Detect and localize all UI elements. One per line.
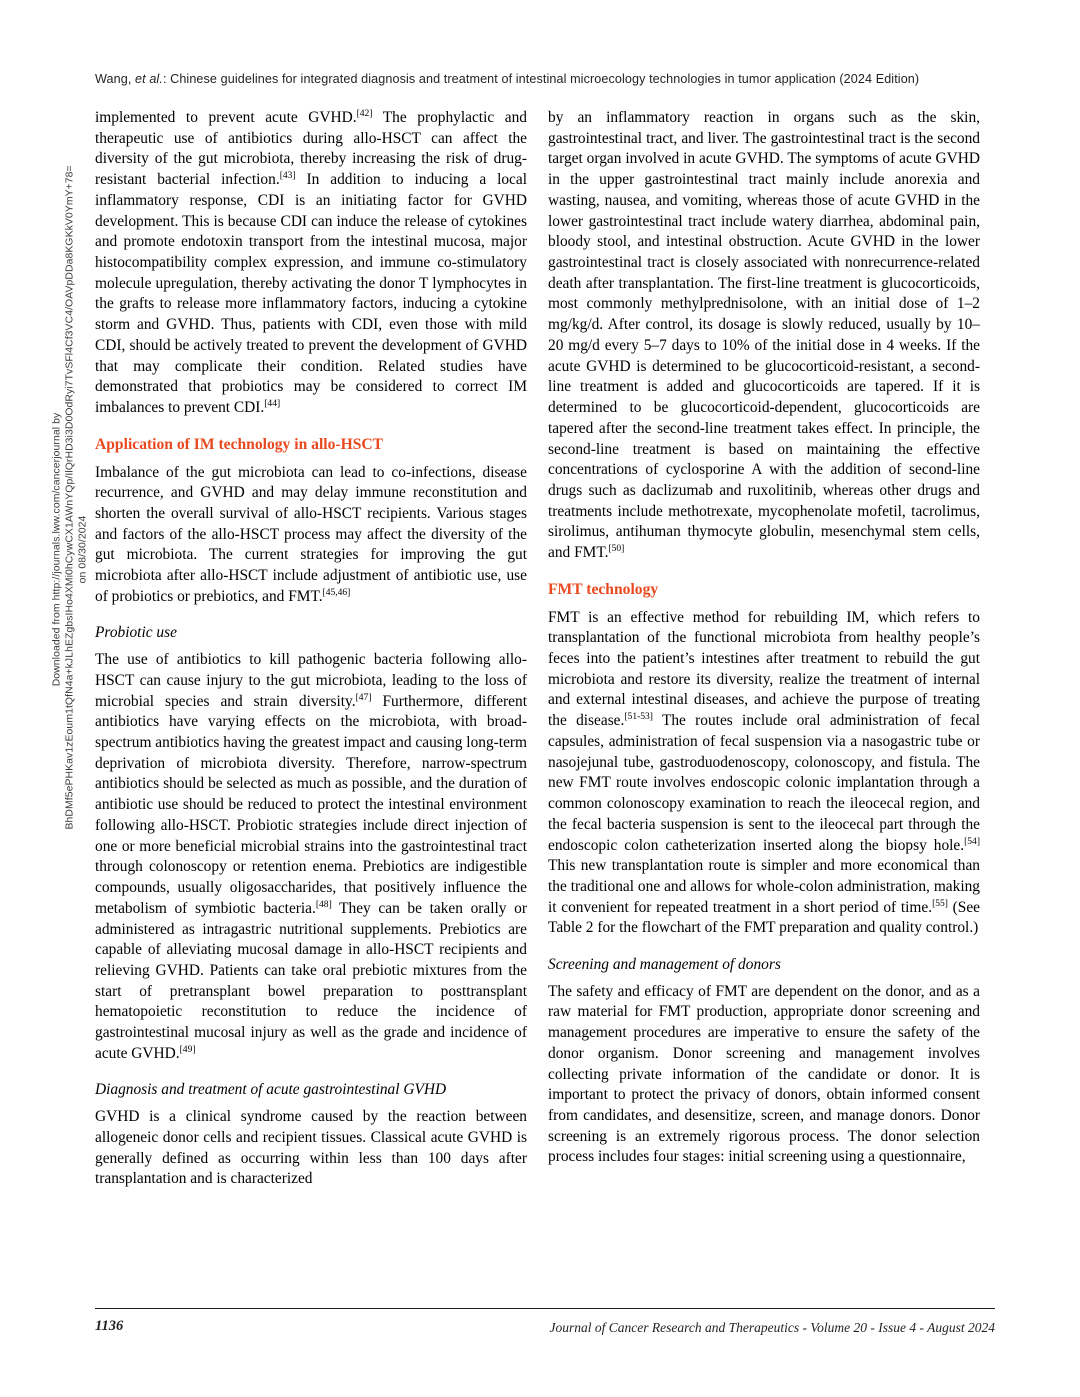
paragraph-continuation: implemented to prevent acute GVHD.[42] The prophylactic and therapeutic use of antibiotics during allo-HSCT can affect the diversity of the gut microbiota, thereby increasing the risk of drug-resistant bacterial infection.[43] In addition to inducing a local inflammatory response, CDI is an initiating factor for GVHD development. This is because CDI can induce the release of cytokines and promote endotoxin transport from the intestinal mucosa, major histocompatibility complex expression, and immune co-stimulatory molecule upregulation, thereby activating the donor T lymphocytes in the grafts to release more inflammatory factors, inducing a cytokine storm and GVHD. Thus, patients with CDI, even those with mild CDI, should be actively treated to prevent the development of GVHD that may complicate their condition. Related studies have demonstrated that probiotics may be considered to correct IM imbalances to prevent CDI.[44] [95,107,528,417]
section-heading-im-allohsct: Application of IM technology in allo-HSCT [95,436,384,454]
paragraph-gvhd-diagnosis: GVHD is a clinical syndrome caused by the reaction between allogeneic donor cells and recipient tissues. Classical acute GVHD is generally defined as occurring within less than 100 days after transplantation and is characterized [95,1108,527,1188]
download-watermark: Downloaded from http://journals.lww.com/cancerjournal by BhDMf5ePHKav1zEoum1tQfN4a+kJLhEZgbsIHo4XMi0hCywCX1AWnYQp/IlQrHD3i3D0OdRyi7TvSFl4Cf3VC4/OAVpDDa8KGKkV0YmY+78= on 08/30/2024 [51,165,89,830]
paragraph-gvhd-continuation: by an inflammatory reaction in organs such as the skin, gastrointestinal tract, and liver. The gastrointestinal tract is the second target organ involved in acute GVHD. The symptoms of acute GVHD in the upper gastrointestinal tract mainly include anorexia and wasting, nausea, and vomiting, whereas those of acute GVHD in the lower gastrointestinal tract include watery diarrhea, abdominal pain, bloody stool, and intestinal obstruction. Acute GVHD in the lower gastrointestinal tract is closely associated with nonrecurrence-related death after transplantation. The first-line treatment is glucocorticoids, most commonly methylprednisolone, with an initial dose of 1–2 mg/kg/d. After control, its dosage is slowly reduced, usually by 10–20 mg/d every 5–7 days to 10% of the initial dose in 4 weeks. If the acute GVHD is determined to be glucocorticoid-resistant, a second-line treatment is added and glucocorticoids are tapered. If it is determined to be glucocorticoid-dependent, glucocorticoids are tapered after the second-line treatment takes effect. In principle, the second-line treatment is based on maintaining the effective concentrations of cyclosporine A with the addition of second-line drugs such as daclizumab and ruxolitinib, whereas other drugs and treatments include methotrexate, mycophenolate mofetil, tacrolimus, sirolimus, antihuman thymocyte globulin, mesenchymal stem cells, and FMT.[50] [548,109,980,562]
journal-citation: Journal of Cancer Research and Therapeutics - Volume 20 - Issue 4 - August 2024 [549,1320,995,1335]
footer-divider [95,1308,995,1309]
subheading-donor-screening: Screening and management of donors [548,955,781,973]
running-head-authors: Wang, [95,72,136,86]
paragraph-donor-screening: The safety and efficacy of FMT are dependent on the donor, and as a raw material for FMT production, appropriate donor screening and management procedures are imperative to ensure the safety of the donor organism. Donor screening and management involves collecting private information of the candidate or donor. It is important to protect the privacy of donors, obtain informed consent from candidates, and desensitize, screen, and manage donors. Donor screening is an extremely rigorous process. The donor selection process includes four stages: initial screening using a questionnaire, [548,982,980,1166]
right-column [548,108,980,1168]
running-head-etal: et al. [135,72,163,86]
paragraph-im-allohsct: Imbalance of the gut microbiota can lead to co-infections, disease recurrence, and GVHD and may delay immune reconstitution and shorten the overall survival of allo-HSCT recipients. Various stages and factors of the allo-HSCT process may affect the diversity of the gut microbiota. The current strategies for improving the gut microbiota after allo-HSCT include adjustment of antibiotic use, use of probiotics or prebiotics, and FMT.[45,46] [95,463,527,605]
left-column [95,108,527,1190]
running-head [95,72,995,86]
subheading-probiotic-use: Probiotic use [95,624,177,641]
running-head-title: : Chinese guidelines for integrated diagnosis and treatment of intestinal microecology technologies in tumor application (2024 Edition) [162,72,920,86]
section-heading-fmt-technology: FMT technology [548,581,659,599]
paragraph-fmt-technology: FMT is an effective method for rebuilding IM, which refers to transplantation of the functional microbiota from healthy people’s feces into the patient’s intestines after treatment to rebuild the gut microbiota and restore its diversity, realize the treatment of internal and external intestinal diseases, and achieve the purpose of treating the disease.[51-53] The routes include oral administration of fecal capsules, administration of fecal suspension via a nasogastric tube or nasojejunal tube, gastroduodenoscopy, colonoscopy, and fistula. The new FMT route involves endoscopic colonic implantation through a common colonoscopy examination to reach the ileocecal region, and the fecal bacteria suspension is sent to the ileocecal part through the endoscopic colon catheterization inserted along the biopsy hole.[54] This new transplantation route is simpler and more economical than the traditional one and allows for whole-colon administration, making it convenient for repeated treatment in a short period of time.[55] (See Table 2 for the flowchart of the FMT preparation and quality control.) [548,608,980,937]
paragraph-probiotic-use: The use of antibiotics to kill pathogenic bacteria following allo-HSCT can cause injury to the gut microbiota, leading to the loss of microbial species and strain diversity.[47] Furthermore, different antibiotics have varying effects on the microbiota, with broad-spectrum antibiotics having the greatest impact and causing long-term deprivation of microbiota diversity. Therefore, narrow-spectrum antibiotics should be selected as much as possible, and the duration of antibiotic use should be reduced to protect the intestinal environment following allo-HSCT. Probiotic strategies include direct injection of one or more beneficial microbial strains into the gastrointestinal tract through colonoscopy or retention enema. Prebiotics are indigestible compounds, usually oligosaccharides, that positively influence the metabolism of symbiotic bacteria.[48] They can be taken orally or administered as intragastric nutritional supplements. Prebiotics are capable of alleviating mucosal damage in allo-HSCT recipients and relieving GVHD. Patients can take oral prebiotic mixtures from the start of pretransplant bowel preparation to posttransplant hematopoietic reconstitution to reduce the incidence of gastrointestinal mucosal injury as well as the grade and incidence of acute GVHD.[49] [95,651,527,1062]
page-number: 1136 [95,1318,124,1334]
subheading-gvhd-diagnosis: Diagnosis and treatment of acute gastrointestinal GVHD [95,1080,447,1098]
